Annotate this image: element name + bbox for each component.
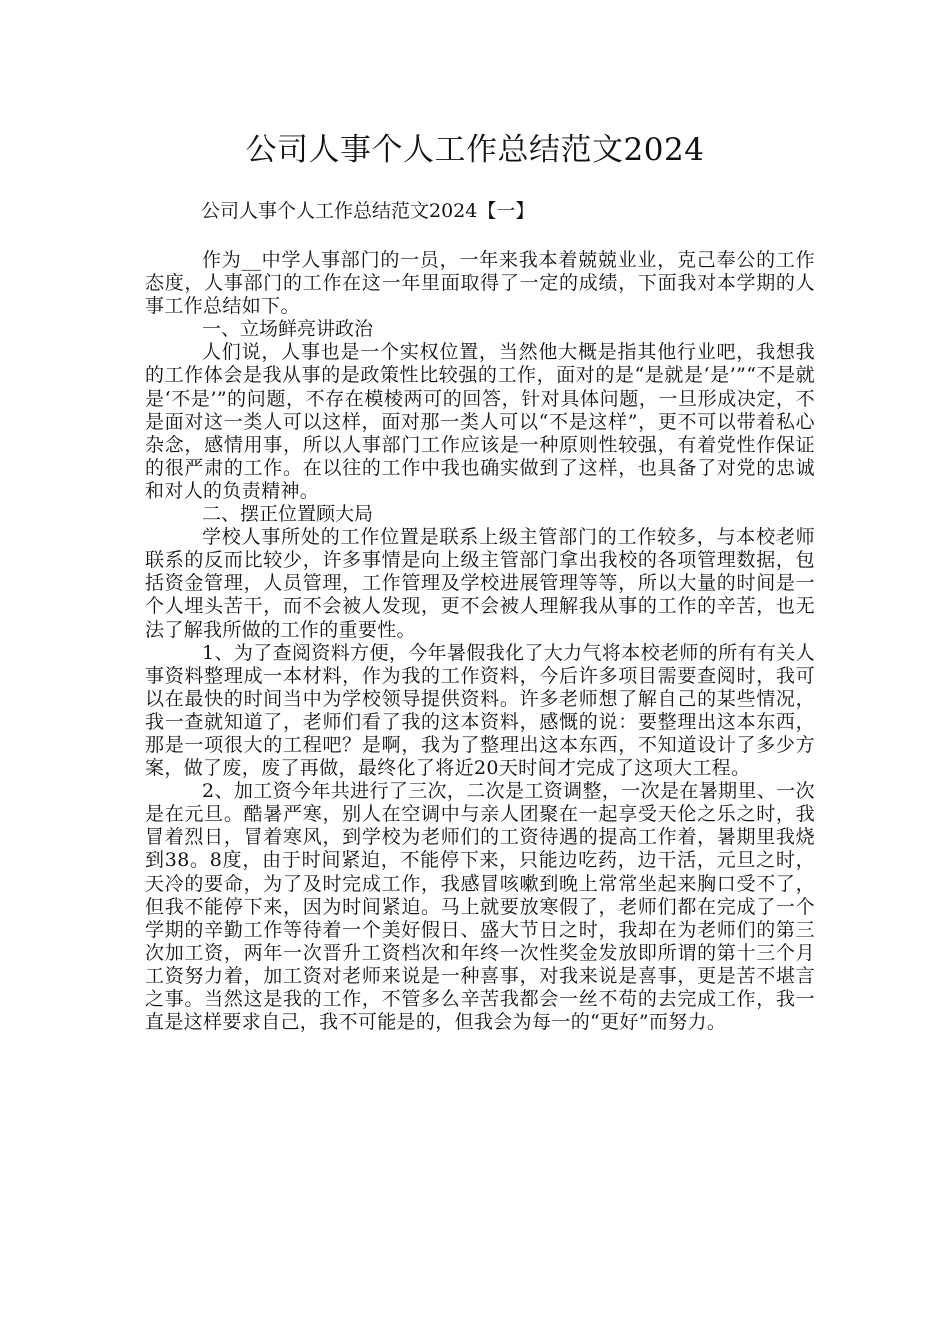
intro-paragraph: 作为__中学人事部门的一员，一年来我本着兢兢业业，克己奉公的工作态度，人事部门的工作在这一年里面取得了一定的成绩，下面我对本学期的人事工作总结如下。 — [145, 249, 815, 318]
section-title: 公司人事个人工作总结范文2024【一】 — [201, 200, 535, 222]
heading-one: 一、立场鲜亮讲政治 — [202, 318, 374, 341]
document-body — [145, 249, 815, 1034]
heading-two: 二、摆正位置顾大局 — [202, 503, 374, 526]
paragraph-four: 2、加工资今年共进行了三次，二次是工资调整，一次是在暑期里、一次是在元旦。酷暑严寒，别人在空调中与亲人团聚在一起享受天伦之乐之时，我冒着烈日，冒着寒风，到学校为老师们的工资待遇的提高工作着，暑期里我烧到38。8度，由于时间紧迫，不能停下来，只能边吃药，边干活，元旦之时，天冷的要命，为了及时完成工作，我感冒咳嗽到晚上常常坐起来胸口受不了，但我不能停下来，因为时间紧迫。马上就要放寒假了，老师们都在完成了一个学期的辛勤工作等待着一个美好假日、盛大节日之时，我却在为老师们的第三次加工资，两年一次晋升工资档次和年终一次性奖金发放即所谓的第十三个月工资努力着，加工资对老师来说是一种喜事，对我来说是喜事，更是苦不堪言之事。当然这是我的工作，不管多么辛苦我都会一丝不苟的去完成工作，我一直是这样要求自己，我不可能是的，但我会为每一的“更好”而努力。 — [145, 780, 815, 1034]
paragraph-two: 学校人事所处的工作位置是联系上级主管部门的工作较多，与本校老师联系的反而比较少，许多事情是向上级主管部门拿出我校的各项管理数据，包括资金管理，人员管理，工作管理及学校进展管理等等，所以大量的时间是一个人埋头苦干，而不会被人发现，更不会被人理解我从事的工作的辛苦，也无法了解我所做的工作的重要性。 — [145, 526, 815, 641]
paragraph-three: 1、为了查阅资料方便，今年暑假我化了大力气将本校老师的所有有关人事资料整理成一本材料，作为我的工作资料，今后许多项目需要查阅时，我可以在最快的时间当中为学校领导提供资料。许多老师想了解自己的某些情况，我一查就知道了，老师们看了我的这本资料，感慨的说：要整理出这本东西，那是一项很大的工程吧？是啊，我为了整理出这本东西，不知道设计了多少方案，做了废，废了再做，最终化了将近20天时间才完成了这项大工程。 — [145, 641, 815, 780]
document-title: 公司人事个人工作总结范文2024 — [245, 132, 705, 168]
paragraph-one: 人们说，人事也是一个实权位置，当然他大概是指其他行业吧，我想我的工作体会是我从事的是政策性比较强的工作，面对的是“是就是‘是’”“不是就是‘不是’”的问题，不存在模棱两可的回答，针对具体问题，一旦形成决定，不是面对这一类人可以这样，面对那一类人可以“不是这样”，更不可以带着私心杂念，感情用事，所以人事部门工作应该是一种原则性较强，有着党性作保证的很严肃的工作。在以往的工作中我也确实做到了这样，也具备了对党的忠诚和对人的负责精神。 — [145, 341, 815, 502]
